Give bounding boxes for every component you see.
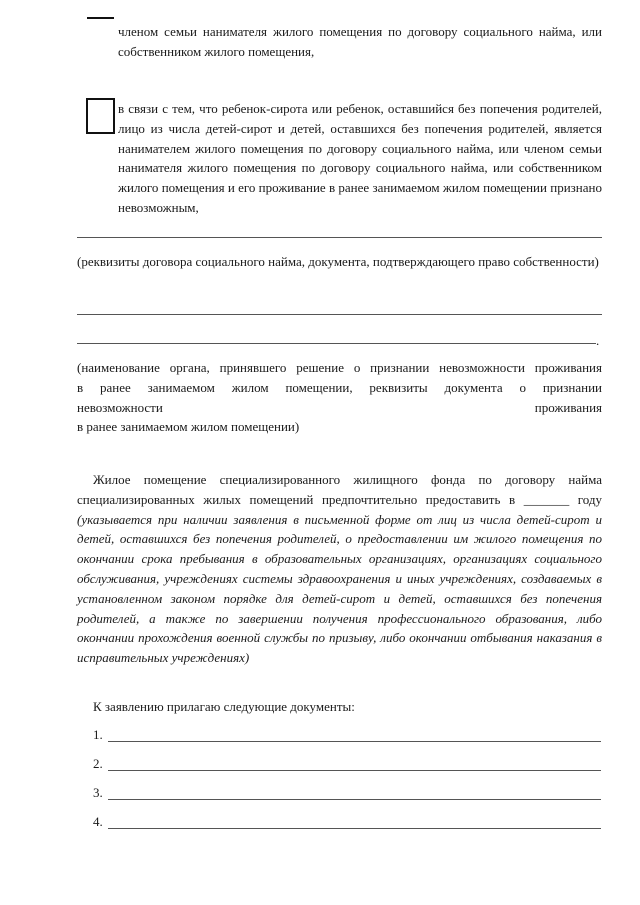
- attachment-input-line[interactable]: [108, 770, 601, 771]
- contract-details-line[interactable]: [77, 237, 602, 238]
- preference-text: Жилое помещение специализированного жилищного фонда по договору найма специализированных жилых помещений предпочтительно предоставить в: [77, 472, 602, 507]
- option-1-text: членом семьи нанимателя жилого помещения по договору социального найма, или собственником жилого помещения,: [118, 24, 602, 59]
- attachment-input-line[interactable]: [108, 741, 601, 742]
- attachment-item-2[interactable]: [93, 756, 601, 776]
- option-2-text: в связи с тем, что ребенок-сирота или ребенок, оставшийся без попечения родителей, лицо из числа детей-сирот и детей, оставшихся без попечения родителей, является нанимателем жилого помещения по договору социального найма, или членом семьи нанимателя жилого помещения по договору социального найма, или собственником жилого помещения и его проживание в ранее занимаемом жилом помещении признано невозможным,: [118, 101, 602, 215]
- attachment-number: 4.: [93, 814, 103, 829]
- authority-line-1[interactable]: [77, 314, 602, 315]
- preference-year-blank[interactable]: _______: [523, 491, 570, 507]
- authority-caption-line-1: (наименование органа, принявшего решение о признании невозможности проживания: [77, 360, 602, 375]
- checkbox-option-1[interactable]: [87, 17, 114, 26]
- attachment-item-1[interactable]: [93, 727, 601, 747]
- attachments-title: К заявлению прилагаю следующие документы:: [93, 699, 355, 714]
- attachment-item-3[interactable]: [93, 785, 601, 805]
- attachment-number: 1.: [93, 727, 103, 742]
- attachment-input-line[interactable]: [108, 799, 601, 800]
- authority-caption: [77, 358, 602, 437]
- authority-caption-line-4: в ранее занимаемом жилом помещении): [77, 419, 300, 435]
- line-end-period: .: [596, 333, 600, 348]
- authority-caption-line-3-right: проживания: [534, 399, 602, 415]
- preference-year-word: году: [577, 491, 603, 507]
- authority-caption-line-2: в ранее занимаемом жилом помещении, реквизиты документа о признании: [77, 379, 602, 395]
- contract-details-caption: (реквизиты договора социального найма, документа, подтверждающего право собственности): [77, 254, 599, 269]
- preference-note: (указывается при наличии заявления в письменной форме от лиц из числа детей-сирот и детей, оставшихся без попечения родителей, о предоставлении им жилого помещения по окончании срока пребывания в образовательных организациях, организациях социального обслуживания, учреждениях системы здравоохранения и иных учреждениях, создаваемых в установленном законом порядке для детей-сирот и детей, оставшихся без попечения родителей, а также по завершении получения профессионального образования, либо окончании прохождения военной службы по призыву, либо окончании отбывания наказания в исправительных учреждениях): [77, 511, 602, 666]
- checkbox-option-2[interactable]: [86, 98, 115, 134]
- authority-caption-line-3: [77, 398, 602, 418]
- attachment-number: 2.: [93, 756, 103, 771]
- attachment-item-4[interactable]: [93, 814, 601, 834]
- attachment-number: 3.: [93, 785, 103, 800]
- authority-caption-line-3-left: невозможности: [77, 399, 163, 415]
- preference-paragraph: [77, 470, 602, 668]
- authority-line-2[interactable]: [77, 343, 596, 344]
- attachment-input-line[interactable]: [108, 828, 601, 829]
